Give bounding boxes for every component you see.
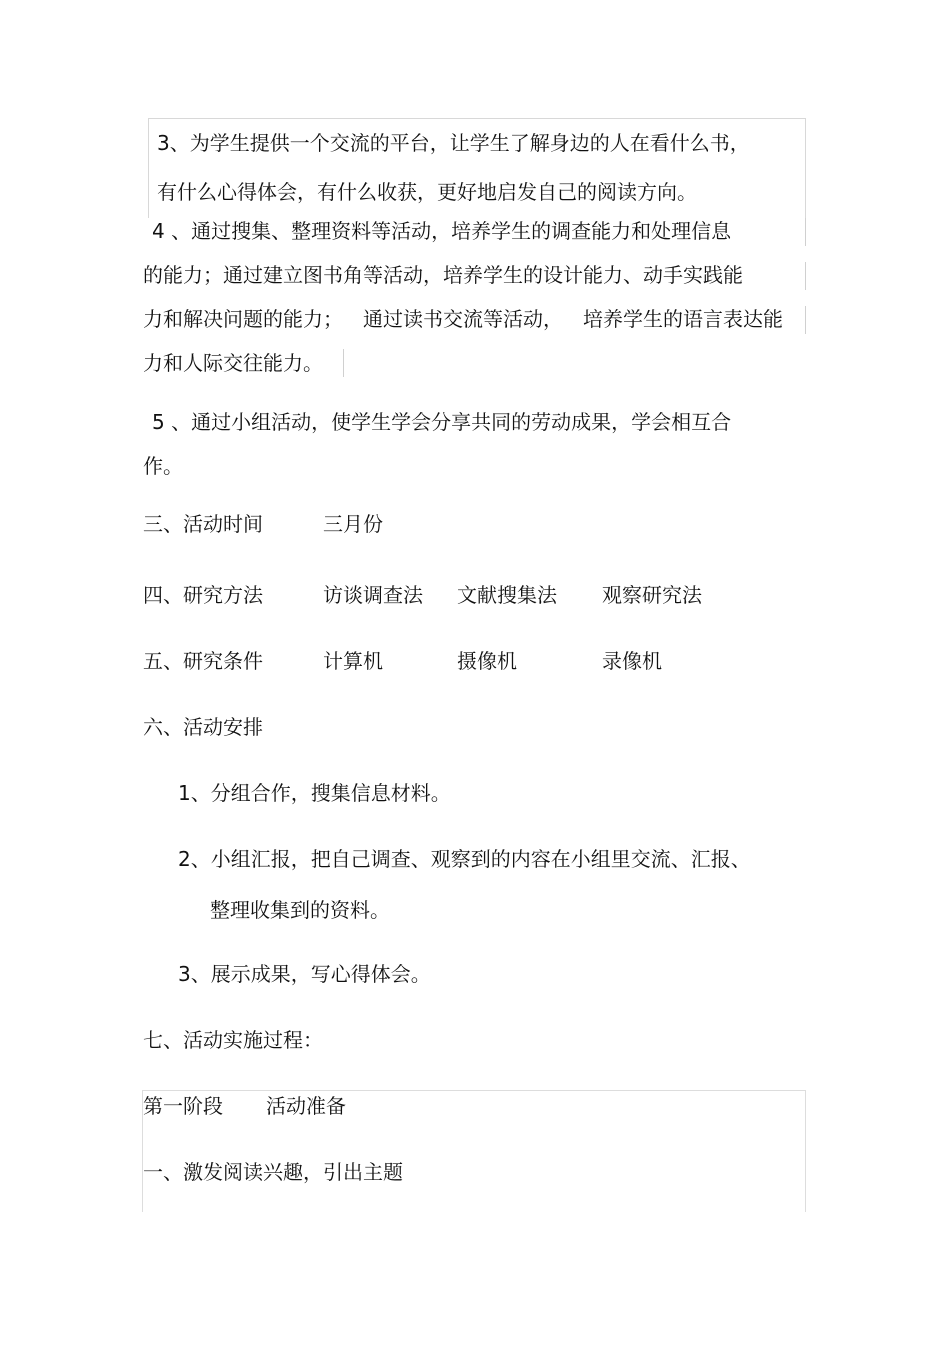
frame-edge [805, 218, 806, 246]
objective-4-line-2: 的能力；通过建立图书角等活动，培养学生的设计能力、动手实践能 [143, 263, 743, 287]
objective-4-line-1: 4 、通过搜集、整理资料等活动，培养学生的调查能力和处理信息 [152, 219, 732, 243]
objective-3-line-2: 有什么心得体会，有什么收获，更好地启发自己的阅读方向。 [157, 180, 697, 204]
schedule-step-2-line-2: 整理收集到的资料。 [210, 898, 390, 922]
section-3-heading: 三、活动时间 [143, 512, 263, 536]
objective-3-line-1: 3、为学生提供一个交流的平台，让学生了解身边的人在看什么书， [157, 131, 750, 155]
objective-5-line-1: 5 、通过小组活动，使学生学会分享共同的劳动成果，学会相互合 [152, 410, 732, 434]
frame-edge [805, 306, 806, 334]
schedule-step-1: 1、分组合作，搜集信息材料。 [178, 781, 451, 805]
condition-item: 摄像机 [457, 649, 517, 673]
stage-sub-heading: 一、激发阅读兴趣，引出主题 [143, 1160, 403, 1184]
section-6-heading: 六、活动安排 [143, 715, 263, 739]
schedule-step-2-line-1: 2、小组汇报，把自己调查、观察到的内容在小组里交流、汇报、 [178, 847, 751, 871]
method-item: 访谈调查法 [323, 583, 423, 607]
stage-title: 活动准备 [266, 1094, 346, 1118]
section-3-value: 三月份 [323, 512, 383, 536]
objective-4-line-3c: 培养学生的语言表达能 [583, 307, 783, 331]
condition-item: 计算机 [323, 649, 383, 673]
objective-4-line-4: 力和人际交往能力。 [143, 351, 323, 375]
method-item: 观察研究法 [602, 583, 702, 607]
objective-5-line-2: 作。 [143, 454, 183, 478]
schedule-step-3: 3、展示成果，写心得体会。 [178, 962, 431, 986]
frame-edge [805, 262, 806, 290]
section-5-heading: 五、研究条件 [143, 649, 263, 673]
text-frame-bottom [142, 1090, 806, 1212]
method-item: 文献搜集法 [457, 583, 557, 607]
objective-4-line-3a: 力和解决问题的能力； [143, 307, 343, 331]
section-4-heading: 四、研究方法 [143, 583, 263, 607]
condition-item: 录像机 [602, 649, 662, 673]
objective-4-line-3b: 通过读书交流等活动， [363, 307, 563, 331]
section-7-heading: 七、活动实施过程： [143, 1028, 323, 1052]
frame-edge [343, 349, 344, 377]
stage-label: 第一阶段 [143, 1094, 223, 1118]
